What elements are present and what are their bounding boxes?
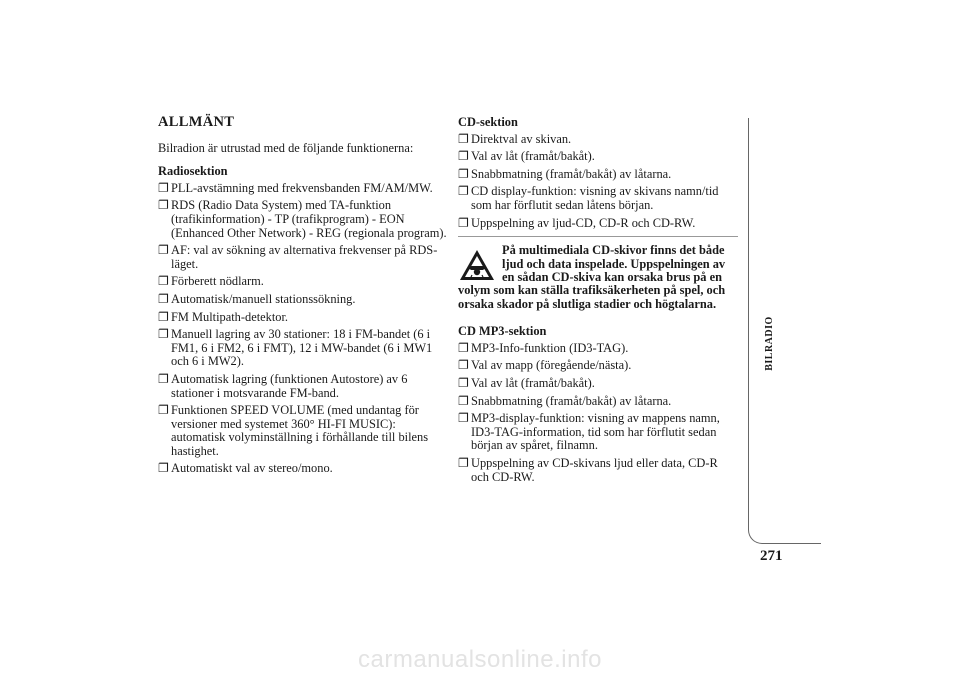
chapter-label: BILRADIO bbox=[763, 316, 775, 371]
list-item bbox=[158, 199, 448, 240]
list-item bbox=[158, 328, 448, 369]
list-item-text: Uppspelning av ljud-CD, CD-R och CD-RW. bbox=[471, 215, 696, 230]
list-item-text: Snabbmatning (framåt/bakåt) av låtarna. bbox=[471, 393, 672, 408]
checkbox-bullet-icon: ❐ bbox=[458, 215, 469, 230]
right-column bbox=[458, 116, 738, 488]
checkbox-bullet-icon: ❐ bbox=[158, 461, 169, 476]
list-item-text: Funktionen SPEED VOLUME (med undantag för versioner med systemet 360° HI-FI MUSIC): automatisk volyminställning i förhållande till bilens hastighet. bbox=[171, 403, 429, 458]
list-item bbox=[158, 275, 448, 289]
checkbox-bullet-icon: ❐ bbox=[458, 166, 469, 181]
list-item bbox=[458, 150, 738, 164]
checkbox-bullet-icon: ❐ bbox=[458, 184, 469, 199]
checkbox-bullet-icon: ❐ bbox=[158, 327, 169, 342]
list-item bbox=[158, 462, 448, 476]
checkbox-bullet-icon: ❐ bbox=[158, 371, 169, 386]
checkbox-bullet-icon: ❐ bbox=[158, 180, 169, 195]
list-item bbox=[458, 457, 738, 484]
checkbox-bullet-icon: ❐ bbox=[458, 455, 469, 470]
list-item-text: Automatisk/manuell stationssökning. bbox=[171, 291, 356, 306]
list-item bbox=[458, 359, 738, 373]
watermark: carmanualsonline.info bbox=[358, 646, 602, 673]
radio-list bbox=[158, 182, 448, 476]
checkbox-bullet-icon: ❐ bbox=[158, 243, 169, 258]
list-item bbox=[458, 185, 738, 212]
list-item-text: FM Multipath-detektor. bbox=[171, 309, 289, 324]
checkbox-bullet-icon: ❐ bbox=[458, 149, 469, 164]
list-item bbox=[158, 311, 448, 325]
list-item-text: PLL-avstämning med frekvensbanden FM/AM/MW. bbox=[171, 180, 433, 195]
mp3-heading: CD MP3-sektion bbox=[458, 324, 547, 339]
list-item-text: CD display-funktion: visning av skivans namn/tid som har förflutit sedan låtens början. bbox=[471, 184, 719, 212]
list-item-text: MP3-display-funktion: visning av mappens namn, ID3-TAG-information, tid som har förflutit sedan början av spåret, filnamn. bbox=[471, 411, 720, 453]
list-item-text: AF: val av sökning av alternativa frekvenser på RDS-läget. bbox=[171, 243, 438, 271]
checkbox-bullet-icon: ❐ bbox=[458, 131, 469, 146]
list-item-text: Förberett nödlarm. bbox=[171, 274, 264, 289]
mp3-list bbox=[458, 342, 738, 484]
list-item bbox=[458, 217, 738, 231]
list-item bbox=[458, 342, 738, 356]
warning-text: På multimediala CD-skivor finns det både ljud och data inspelade. Uppspelningen av en sådan CD-skiva kan orsaka brus på en volym som kan ställa trafiksäkerheten på spel, och orsaka skador på slutliga stadier och högtalarna. bbox=[458, 243, 726, 311]
checkbox-bullet-icon: ❐ bbox=[458, 411, 469, 426]
list-item bbox=[158, 182, 448, 196]
cd-list bbox=[458, 133, 738, 231]
intro-text: Bilradion är utrustad med de följande funktionerna: bbox=[158, 140, 414, 155]
list-item-text: Val av låt (framåt/bakåt). bbox=[471, 149, 595, 164]
checkbox-bullet-icon: ❐ bbox=[158, 309, 169, 324]
list-item bbox=[458, 412, 738, 453]
list-item bbox=[458, 133, 738, 147]
list-item bbox=[158, 244, 448, 271]
checkbox-bullet-icon: ❐ bbox=[158, 403, 169, 418]
list-item-text: RDS (Radio Data System) med TA-funktion (trafikinformation) - TP (trafikprogram) - EON (Enhanced Other Network) - REG (regionala program). bbox=[171, 198, 447, 240]
list-item-text: Automatiskt val av stereo/mono. bbox=[171, 461, 333, 476]
list-item-text: Direktval av skivan. bbox=[471, 131, 572, 146]
section-title: ALLMÄNT bbox=[158, 114, 235, 130]
list-item-text: Snabbmatning (framåt/bakåt) av låtarna. bbox=[471, 166, 672, 181]
checkbox-bullet-icon: ❐ bbox=[458, 358, 469, 373]
chapter-tab bbox=[748, 118, 821, 544]
warning-box bbox=[458, 236, 738, 311]
warning-icon bbox=[458, 248, 496, 282]
list-item bbox=[158, 373, 448, 400]
list-item-text: MP3-Info-funktion (ID3-TAG). bbox=[471, 340, 629, 355]
list-item bbox=[158, 404, 448, 458]
list-item bbox=[458, 377, 738, 391]
list-item-text: Val av mapp (föregående/nästa). bbox=[471, 358, 632, 373]
list-item-text: Uppspelning av CD-skivans ljud eller data, CD-R och CD-RW. bbox=[471, 455, 718, 484]
cd-heading: CD-sektion bbox=[458, 115, 518, 129]
checkbox-bullet-icon: ❐ bbox=[458, 340, 469, 355]
checkbox-bullet-icon: ❐ bbox=[158, 274, 169, 289]
checkbox-bullet-icon: ❐ bbox=[158, 198, 169, 213]
page-number: 271 bbox=[760, 548, 783, 564]
list-item bbox=[458, 168, 738, 182]
list-item-text: Automatisk lagring (funktionen Autostore) av 6 stationer i motsvarande FM-band. bbox=[171, 371, 408, 400]
checkbox-bullet-icon: ❐ bbox=[158, 291, 169, 306]
checkbox-bullet-icon: ❐ bbox=[458, 393, 469, 408]
list-item-text: Val av låt (framåt/bakåt). bbox=[471, 375, 595, 390]
checkbox-bullet-icon: ❐ bbox=[458, 375, 469, 390]
list-item bbox=[158, 293, 448, 307]
list-item-text: Manuell lagring av 30 stationer: 18 i FM-bandet (6 i FM1, 6 i FM2, 6 i FMT), 12 i MW-bandet (6 i MW1 och 6 i MW2). bbox=[171, 327, 433, 369]
radio-heading: Radiosektion bbox=[158, 164, 228, 179]
list-item bbox=[458, 395, 738, 409]
left-column bbox=[158, 116, 448, 480]
